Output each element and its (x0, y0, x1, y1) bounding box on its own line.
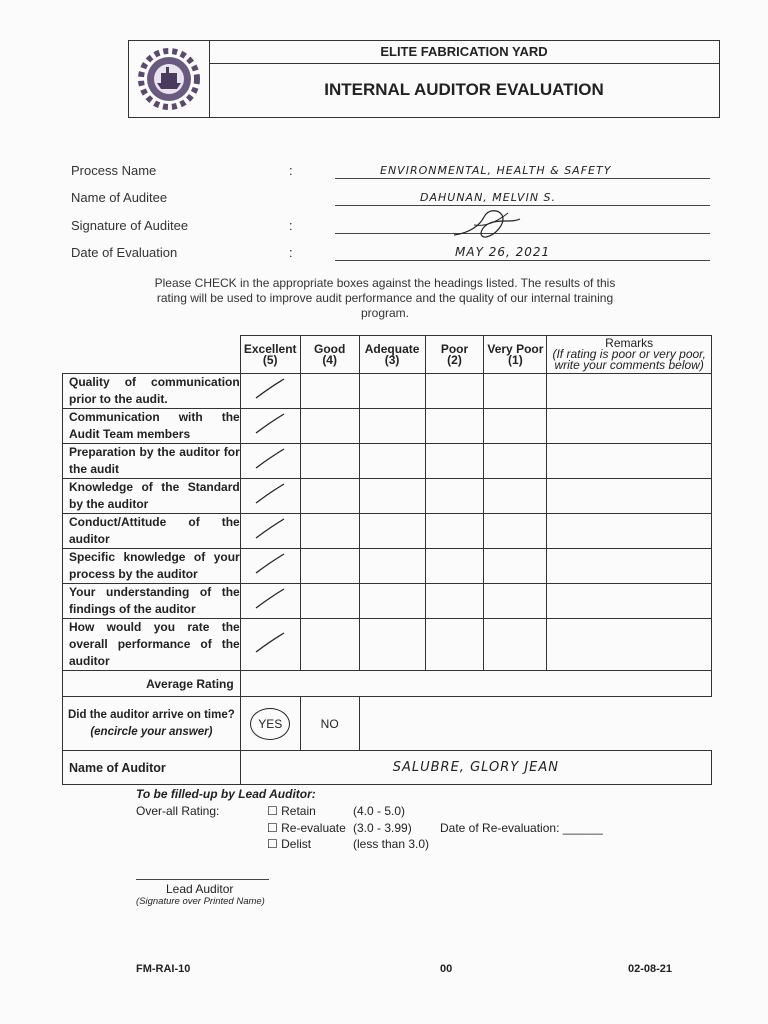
rating-cell-very-poor[interactable] (484, 514, 547, 549)
criteria-label: Specific knowledge of your process by the auditor (63, 549, 241, 584)
form-date: 02-08-21 (628, 963, 673, 975)
checkbox-icon[interactable]: ☐ (267, 837, 278, 851)
checkmark-icon (250, 630, 290, 660)
rating-cell-adequate[interactable] (359, 549, 425, 584)
rating-cell-very-poor[interactable] (484, 479, 547, 514)
checkmark-icon (250, 516, 290, 546)
checkmark-icon (250, 481, 290, 511)
remarks-cell[interactable] (547, 584, 712, 619)
company-logo (129, 41, 210, 117)
rating-cell-adequate[interactable] (359, 584, 425, 619)
ontime-blank (359, 697, 711, 751)
rating-table (62, 335, 712, 785)
rating-cell-excellent[interactable] (240, 444, 300, 479)
col-good: Good (4) (300, 336, 359, 374)
rating-cell-adequate[interactable] (359, 444, 425, 479)
evaluation-date-label: Date of Evaluation (71, 245, 178, 260)
criteria-row (63, 514, 712, 549)
auditor-name-cell (240, 751, 711, 785)
ontime-no: NO (300, 697, 359, 751)
rating-cell-good[interactable] (300, 514, 359, 549)
rating-cell-poor[interactable] (425, 514, 484, 549)
criteria-row (63, 479, 712, 514)
auditee-signature-label: Signature of Auditee (71, 218, 189, 233)
checkmark-icon (250, 411, 290, 441)
ontime-row (63, 697, 712, 751)
option-retain-label: Retain (281, 804, 316, 818)
rating-cell-excellent[interactable] (240, 514, 300, 549)
col-very-poor: Very Poor (1) (484, 336, 547, 374)
criteria-label: How would you rate the overall performance of the auditor (63, 619, 241, 671)
rating-cell-good[interactable] (300, 584, 359, 619)
checkmark-icon (250, 586, 290, 616)
auditor-name-label: Name of Auditor (63, 751, 241, 785)
lead-auditor-label: Lead Auditor (166, 882, 234, 896)
rating-cell-poor[interactable] (425, 549, 484, 584)
remarks-cell[interactable] (547, 549, 712, 584)
option-delist[interactable] (267, 837, 311, 851)
rating-cell-good[interactable] (300, 374, 359, 409)
col-remarks: Remarks (If rating is poor or very poor, write your comments below) (547, 336, 712, 374)
rating-cell-good[interactable] (300, 479, 359, 514)
rating-cell-adequate[interactable] (359, 514, 425, 549)
option-retain-range: (4.0 - 5.0) (353, 804, 406, 818)
checkmark-icon (250, 376, 290, 406)
lead-auditor-heading: To be filled-up by Lead Auditor: (136, 787, 316, 801)
rating-cell-very-poor[interactable] (484, 409, 547, 444)
rating-cell-excellent[interactable] (240, 374, 300, 409)
average-rating-row (63, 671, 712, 697)
process-name-label: Process Name (71, 163, 157, 178)
criteria-row (63, 619, 712, 671)
remarks-cell[interactable] (547, 514, 712, 549)
option-retain[interactable] (267, 804, 316, 818)
criteria-row (63, 444, 712, 479)
table-header-row (63, 336, 712, 374)
criteria-label: Conduct/Attitude of the auditor (63, 514, 241, 549)
criteria-label: Preparation by the auditor for the audit (63, 444, 241, 479)
colon: : (289, 218, 293, 233)
rating-cell-good[interactable] (300, 549, 359, 584)
average-rating-value (240, 671, 711, 697)
auditor-row (63, 751, 712, 785)
rating-cell-poor[interactable] (425, 409, 484, 444)
evaluation-date-line (335, 260, 710, 261)
rating-cell-poor[interactable] (425, 479, 484, 514)
rating-cell-very-poor[interactable] (484, 549, 547, 584)
auditor-name-value: SALUBRE, GLORY JEAN (392, 760, 559, 775)
option-delist-label: Delist (281, 837, 312, 851)
criteria-label: Quality of communication prior to the audit. (63, 374, 241, 409)
rating-cell-good[interactable] (300, 444, 359, 479)
rating-cell-good[interactable] (300, 409, 359, 444)
rating-cell-excellent[interactable] (240, 619, 300, 671)
checkmark-icon (250, 551, 290, 581)
rating-cell-very-poor[interactable] (484, 444, 547, 479)
ontime-yes-circled: YES (250, 708, 290, 740)
option-reevaluate[interactable] (267, 821, 346, 835)
remarks-cell[interactable] (547, 479, 712, 514)
auditee-signature (450, 205, 530, 243)
rating-cell-very-poor[interactable] (484, 374, 547, 409)
rating-cell-excellent[interactable] (240, 584, 300, 619)
criteria-label: Your understanding of the findings of the auditor (63, 584, 241, 619)
criteria-label: Knowledge of the Standard by the auditor (63, 479, 241, 514)
lead-signature-note: (Signature over Printed Name) (136, 896, 265, 907)
company-name: ELITE FABRICATION YARD (209, 41, 719, 64)
rating-cell-very-poor[interactable] (484, 619, 547, 671)
rating-cell-good[interactable] (300, 619, 359, 671)
evaluation-date-value: MAY 26, 2021 (455, 245, 551, 259)
rating-cell-poor[interactable] (425, 619, 484, 671)
colon: : (289, 245, 293, 260)
form-title: INTERNAL AUDITOR EVALUATION (324, 80, 604, 99)
remarks-cell[interactable] (547, 619, 712, 671)
option-delist-range: (less than 3.0) (353, 837, 430, 851)
form-header (128, 40, 720, 118)
rating-cell-poor[interactable] (425, 444, 484, 479)
rating-cell-adequate[interactable] (359, 374, 425, 409)
ontime-question: Did the auditor arrive on time? (encircle your answer) (63, 697, 241, 751)
rating-cell-excellent[interactable] (240, 479, 300, 514)
rating-cell-poor[interactable] (425, 374, 484, 409)
criteria-row (63, 584, 712, 619)
rating-cell-excellent[interactable] (240, 549, 300, 584)
process-name-line (335, 178, 710, 179)
remarks-cell[interactable] (547, 444, 712, 479)
reevaluation-date-label: Date of Re-evaluation: ______ (440, 821, 603, 835)
col-poor: Poor (2) (425, 336, 484, 374)
col-excellent: Excellent (5) (240, 336, 300, 374)
rating-cell-adequate[interactable] (359, 619, 425, 671)
option-reevaluate-label: Re-evaluate (281, 821, 346, 835)
criteria-row (63, 549, 712, 584)
criteria-row (63, 409, 712, 444)
instructions-text: Please CHECK in the appropriate boxes against the headings listed. The results of this rating will be used to improve audit performance and the quality of our internal training program. (154, 276, 616, 320)
col-adequate: Adequate (3) (359, 336, 425, 374)
process-name-value: ENVIRONMENTAL, HEALTH & SAFETY (380, 164, 612, 177)
checkmark-icon (250, 446, 290, 476)
checkbox-icon[interactable]: ☐ (267, 821, 278, 835)
criteria-row (63, 374, 712, 409)
header-blank (63, 336, 241, 374)
colon: : (289, 163, 293, 178)
remarks-cell[interactable] (547, 374, 712, 409)
overall-rating-label: Over-all Rating: (136, 804, 220, 818)
rating-cell-excellent[interactable] (240, 409, 300, 444)
ontime-yes-cell (240, 697, 300, 751)
rating-cell-adequate[interactable] (359, 409, 425, 444)
checkbox-icon[interactable]: ☐ (267, 804, 278, 818)
average-rating-label: Average Rating (63, 671, 241, 697)
auditee-name-value: DAHUNAN, MELVIN S. (420, 191, 557, 204)
rating-cell-very-poor[interactable] (484, 584, 547, 619)
criteria-label: Communication with the Audit Team members (63, 409, 241, 444)
rating-cell-adequate[interactable] (359, 479, 425, 514)
lead-signature-line (136, 879, 269, 880)
rating-cell-poor[interactable] (425, 584, 484, 619)
option-reevaluate-range: (3.0 - 3.99) (353, 821, 412, 835)
form-code: FM-RAI-10 (136, 963, 191, 975)
auditee-name-label: Name of Auditee (71, 190, 168, 205)
remarks-cell[interactable] (547, 409, 712, 444)
revision-number: 00 (440, 963, 453, 975)
